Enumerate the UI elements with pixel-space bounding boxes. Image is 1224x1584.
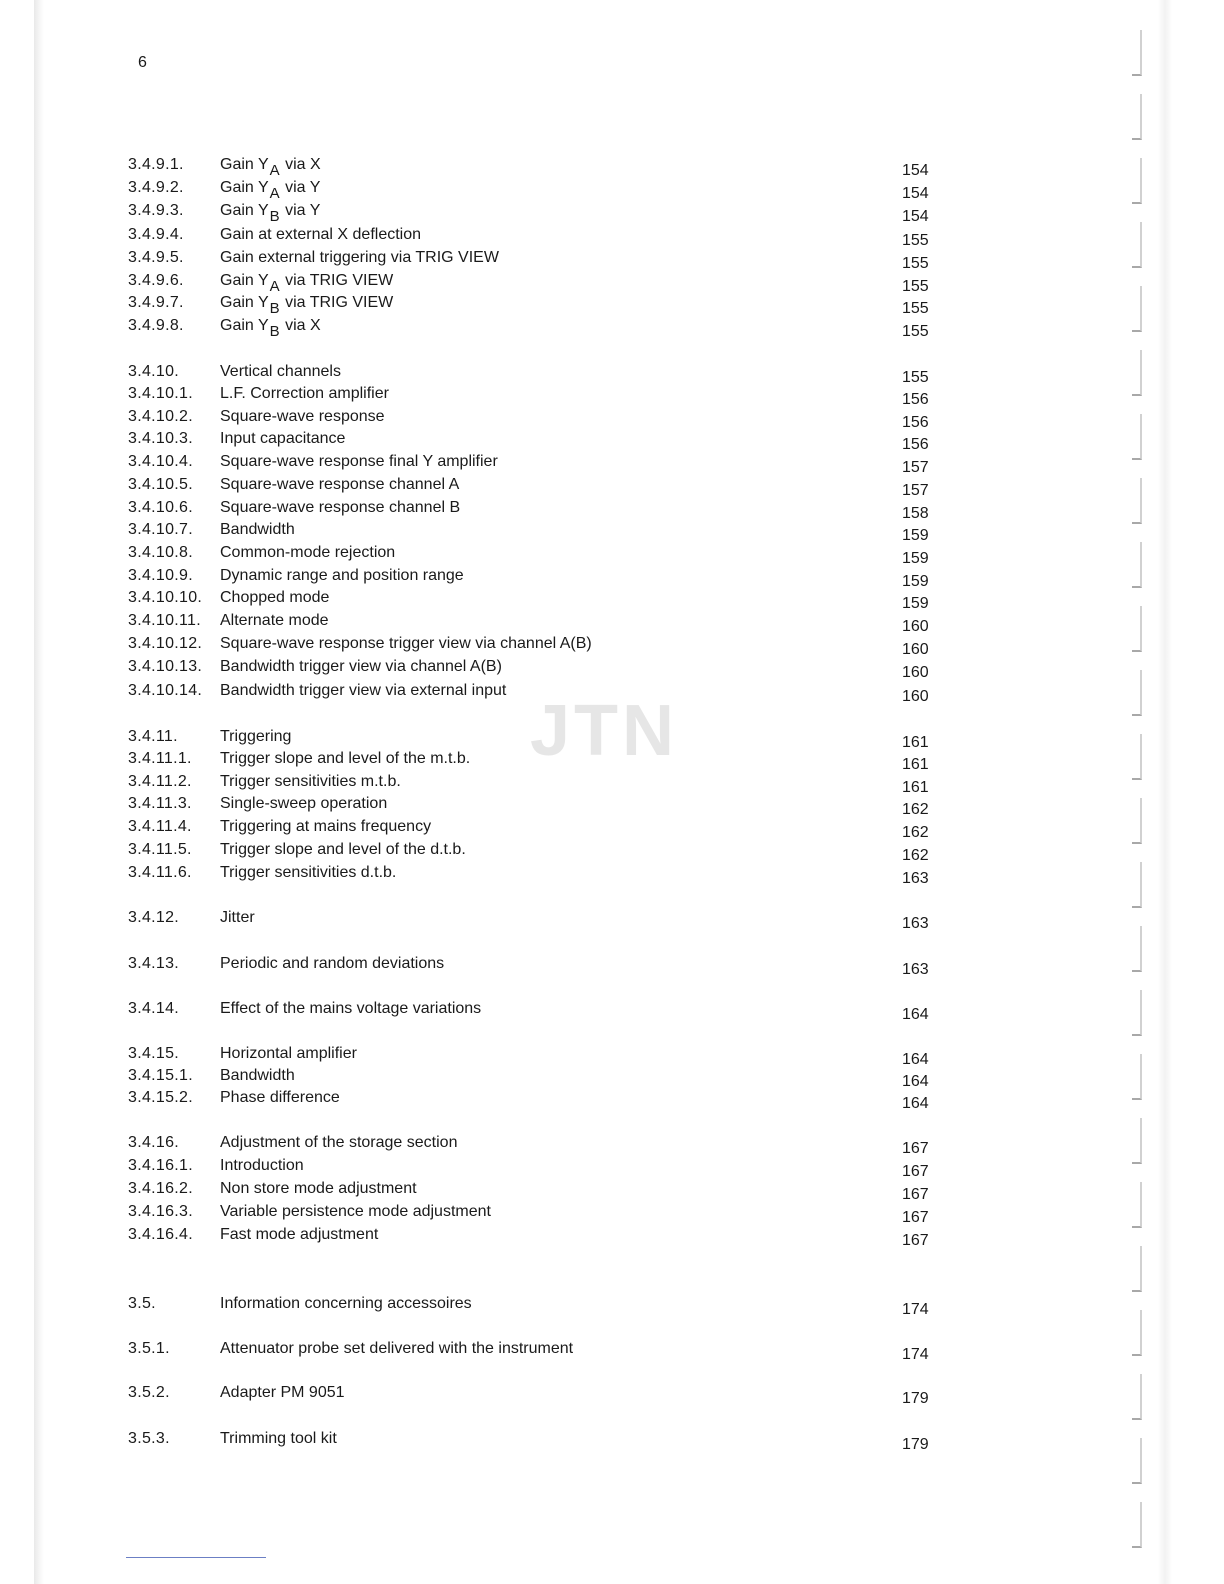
toc-entry	[128, 1224, 948, 1249]
toc-entry-title	[220, 907, 255, 929]
toc-title-subscript: B	[269, 208, 280, 225]
toc-title-text: Alternate mode	[220, 612, 329, 629]
toc-entry-title	[220, 1201, 491, 1223]
toc-entry-number: 3.4.9.1.	[128, 156, 184, 173]
toc-entry-page: 162	[902, 847, 929, 864]
toc-entry-page: 154	[902, 162, 929, 179]
toc-title-text: Phase difference	[220, 1089, 340, 1106]
toc-entry-page: 163	[902, 870, 929, 887]
toc-title-text: Periodic and random deviations	[220, 955, 445, 972]
toc-title-text: Common-mode rejection	[220, 544, 396, 561]
toc-title-text: Single-sweep operation	[220, 795, 388, 812]
toc-entry-page: 159	[902, 550, 929, 567]
toc-entry-number: 3.4.10.10.	[128, 589, 203, 606]
toc-title-text: Gain Y	[220, 202, 269, 219]
toc-entry-page: 164	[902, 1006, 929, 1023]
toc-entry-page: 160	[902, 664, 929, 681]
toc-title-text: Effect of the mains voltage variations	[220, 1000, 482, 1017]
toc-entry-title	[220, 474, 459, 496]
toc-entry-page: 161	[902, 756, 929, 773]
toc-entry-number: 3.4.10.3.	[128, 430, 193, 447]
toc-entry-title	[220, 839, 466, 861]
toc-entry-title	[220, 1132, 457, 1154]
toc-title-text: Vertical channels	[220, 363, 341, 380]
toc-title-text: Gain at external X deflection	[220, 226, 422, 243]
toc-title-subscript: B	[269, 300, 280, 317]
toc-entry	[128, 1382, 948, 1407]
toc-entry-page: 159	[902, 595, 929, 612]
toc-entry-title	[220, 1043, 357, 1065]
toc-entry-number: 3.4.10.1.	[128, 385, 193, 402]
toc-title-text: Trigger slope and level of the d.t.b.	[220, 841, 466, 858]
toc-title-text: Trigger slope and level of the m.t.b.	[220, 750, 471, 767]
toc-entry-title	[220, 154, 321, 179]
toc-entry-number: 3.5.	[128, 1295, 156, 1312]
toc-entry-number: 3.4.10.11.	[128, 612, 201, 629]
toc-entry	[128, 451, 948, 476]
toc-entry-title	[220, 177, 321, 202]
toc-entry	[128, 565, 948, 590]
toc-entry-number: 3.5.2.	[128, 1384, 170, 1401]
toc-entry	[128, 771, 948, 796]
toc-title-text: Triggering at mains frequency	[220, 818, 432, 835]
toc-title-subscript: A	[269, 162, 280, 179]
toc-entry-number: 3.4.14.	[128, 1000, 180, 1017]
toc-entry-title	[220, 1428, 337, 1450]
toc-entry-number: 3.4.11.3.	[128, 795, 192, 812]
toc-entry-number: 3.4.15.1.	[128, 1067, 193, 1084]
toc-entry-page: 156	[902, 436, 929, 453]
toc-entry	[128, 361, 948, 386]
toc-title-text: Adapter PM 9051	[220, 1384, 345, 1401]
toc-title-text: Gain Y	[220, 179, 269, 196]
toc-entry-page: 162	[902, 824, 929, 841]
toc-title-suffix: via X	[280, 317, 321, 334]
toc-title-text: Non store mode adjustment	[220, 1180, 417, 1197]
toc-entry-title	[220, 771, 401, 793]
toc-entry-number: 3.4.16.4.	[128, 1226, 193, 1243]
toc-entry-title	[220, 451, 498, 473]
toc-entry-number: 3.4.11.4.	[128, 818, 192, 835]
toc-entry	[128, 1087, 948, 1112]
toc-title-suffix: via TRIG VIEW	[280, 294, 394, 311]
toc-entry	[128, 998, 948, 1023]
toc-entry	[128, 177, 948, 202]
toc-entry	[128, 270, 948, 295]
toc-entry-number: 3.4.10.9.	[128, 567, 193, 584]
toc-entry-page: 155	[902, 323, 929, 340]
toc-entry	[128, 497, 948, 522]
toc-title-text: Bandwidth trigger view via external input	[220, 682, 507, 699]
toc-entry	[128, 1293, 948, 1318]
footnote-rule	[126, 1557, 266, 1558]
toc-title-text: Trimming tool kit	[220, 1430, 337, 1447]
toc-title-text: Adjustment of the storage section	[220, 1134, 458, 1151]
toc-entry-page: 159	[902, 527, 929, 544]
toc-title-text: Square-wave response	[220, 408, 385, 425]
toc-entry-page: 159	[902, 573, 929, 590]
toc-entry-title	[220, 633, 592, 655]
toc-title-text: Fast mode adjustment	[220, 1226, 379, 1243]
toc-entry-number: 3.4.9.6.	[128, 272, 184, 289]
toc-entry-title	[220, 793, 387, 815]
toc-title-text: Attenuator probe set delivered with the instrument	[220, 1340, 574, 1357]
toc-entry-page: 155	[902, 300, 929, 317]
toc-entry-number: 3.4.10.13.	[128, 658, 203, 675]
toc-entry	[128, 1178, 948, 1203]
toc-title-text: Horizontal amplifier	[220, 1045, 357, 1062]
toc-entry-page: 158	[902, 505, 929, 522]
toc-entry-number: 3.4.9.2.	[128, 179, 184, 196]
toc-title-text: Input capacitance	[220, 430, 346, 447]
toc-title-suffix: via X	[280, 156, 321, 173]
toc-title-text: Gain Y	[220, 317, 269, 334]
toc-entry-number: 3.4.10.6.	[128, 499, 193, 516]
toc-entry-title	[220, 1224, 378, 1246]
toc-entry-page: 161	[902, 734, 929, 751]
toc-title-text: Bandwidth trigger view via channel A(B)	[220, 658, 502, 675]
toc-entry	[128, 315, 948, 340]
toc-entry	[128, 1428, 948, 1453]
toc-entry-number: 3.4.10.12.	[128, 635, 203, 652]
toc-entry-page: 164	[902, 1095, 929, 1112]
toc-entry	[128, 953, 948, 978]
toc-entry-page: 155	[902, 278, 929, 295]
toc-entry	[128, 1065, 948, 1090]
toc-entry	[128, 862, 948, 887]
toc-entry-number: 3.4.13.	[128, 955, 180, 972]
toc-entry-title	[220, 726, 291, 748]
toc-entry-title	[220, 542, 395, 564]
toc-entry	[128, 839, 948, 864]
toc-entry	[128, 1043, 948, 1068]
toc-entry-page: 160	[902, 641, 929, 658]
toc-title-text: Gain external triggering via TRIG VIEW	[220, 249, 499, 266]
toc-entry-page: 155	[902, 232, 929, 249]
toc-entry-page: 167	[902, 1163, 929, 1180]
toc-entry-page: 161	[902, 779, 929, 796]
toc-entry-number: 3.4.16.1.	[128, 1157, 193, 1174]
toc-entry-number: 3.4.10.5.	[128, 476, 193, 493]
toc-entry-number: 3.4.10.4.	[128, 453, 193, 470]
toc-entry-title	[220, 361, 341, 383]
toc-entry-title	[220, 200, 321, 225]
toc-title-text: Gain Y	[220, 272, 269, 289]
toc-entry-page: 160	[902, 618, 929, 635]
toc-title-text: Dynamic range and position range	[220, 567, 464, 584]
toc-entry-page: 157	[902, 459, 929, 476]
toc-entry-title	[220, 519, 295, 541]
toc-entry	[128, 1338, 948, 1363]
toc-entry-title	[220, 610, 329, 632]
toc-entry-title	[220, 247, 499, 269]
toc-title-text: Square-wave response channel A	[220, 476, 460, 493]
toc-entry-title	[220, 383, 389, 405]
toc-entry	[128, 406, 948, 431]
toc-entry-page: 167	[902, 1140, 929, 1157]
toc-entry-page: 156	[902, 391, 929, 408]
toc-entry-page: 155	[902, 255, 929, 272]
toc-entry-page: 162	[902, 801, 929, 818]
toc-entry-page: 154	[902, 208, 929, 225]
toc-entry	[128, 154, 948, 179]
toc-entry-number: 3.4.10.14.	[128, 682, 203, 699]
toc-entry-title	[220, 428, 345, 450]
toc-entry-number: 3.4.9.8.	[128, 317, 184, 334]
toc-title-text: Triggering	[220, 728, 292, 745]
toc-entry-page: 174	[902, 1346, 929, 1363]
toc-entry	[128, 587, 948, 612]
toc-entry	[128, 292, 948, 317]
toc-entry-title	[220, 497, 460, 519]
toc-entry-title	[220, 292, 394, 317]
toc-title-text: Gain Y	[220, 156, 269, 173]
toc-entry	[128, 1132, 948, 1157]
toc-entry-title	[220, 1178, 417, 1200]
toc-entry	[128, 542, 948, 567]
toc-entry	[128, 793, 948, 818]
toc-entry-title	[220, 1065, 295, 1087]
toc-entry-number: 3.4.16.	[128, 1134, 180, 1151]
toc-title-suffix: via Y	[280, 179, 321, 196]
toc-entry-number: 3.4.9.4.	[128, 226, 184, 243]
toc-title-text: Variable persistence mode adjustment	[220, 1203, 491, 1220]
toc-entry-page: 163	[902, 915, 929, 932]
toc-entry-title	[220, 953, 444, 975]
watermark: JTN	[530, 691, 679, 771]
toc-title-text: Chopped mode	[220, 589, 330, 606]
toc-entry-title	[220, 315, 321, 340]
toc-entry-page: 167	[902, 1186, 929, 1203]
toc-entry-title	[220, 1382, 345, 1404]
toc-title-text: Square-wave response trigger view via channel A(B)	[220, 635, 592, 652]
toc-entry	[128, 656, 948, 681]
toc-entry-title	[220, 1338, 573, 1360]
toc-entry-title	[220, 1293, 472, 1315]
toc-entry	[128, 726, 948, 751]
toc-entry-number: 3.4.11.5.	[128, 841, 192, 858]
toc-entry	[128, 247, 948, 272]
toc-entry-page: 163	[902, 961, 929, 978]
toc-title-text: Jitter	[220, 909, 255, 926]
toc-title-text: Introduction	[220, 1157, 304, 1174]
toc-entry-page: 167	[902, 1209, 929, 1226]
toc-entry-number: 3.4.10.7.	[128, 521, 193, 538]
toc-title-text: Bandwidth	[220, 521, 295, 538]
toc-entry-title	[220, 270, 394, 295]
toc-entry-number: 3.4.11.	[128, 728, 178, 745]
toc-entry-page: 160	[902, 688, 929, 705]
toc-entry-page: 156	[902, 414, 929, 431]
toc-entry-number: 3.4.10.	[128, 363, 180, 380]
toc-entry-number: 3.4.9.5.	[128, 249, 184, 266]
toc-entry	[128, 519, 948, 544]
toc-entry-number: 3.4.10.8.	[128, 544, 193, 561]
toc-title-text: Square-wave response final Y amplifier	[220, 453, 498, 470]
toc-entry	[128, 200, 948, 225]
toc-entry	[128, 680, 948, 705]
toc-entry-title	[220, 998, 481, 1020]
toc-entry	[128, 1155, 948, 1180]
toc-title-text: Square-wave response channel B	[220, 499, 461, 516]
toc-entry-title	[220, 224, 421, 246]
toc-title-subscript: A	[269, 278, 280, 295]
page-number: 6	[138, 54, 147, 71]
toc-entry	[128, 816, 948, 841]
toc-entry-page: 174	[902, 1301, 929, 1318]
toc-entry-page: 155	[902, 369, 929, 386]
toc-entry-number: 3.4.9.7.	[128, 294, 184, 311]
toc-entry-number: 3.4.12.	[128, 909, 180, 926]
toc-entry-number: 3.4.10.2.	[128, 408, 193, 425]
toc-entry-number: 3.4.9.3.	[128, 202, 184, 219]
toc-entry-title	[220, 406, 385, 428]
toc-entry	[128, 907, 948, 932]
toc-title-text: Information concerning accessoires	[220, 1295, 472, 1312]
toc-title-subscript: A	[269, 185, 280, 202]
toc-entry-number: 3.4.15.2.	[128, 1089, 193, 1106]
toc-entry-page: 164	[902, 1051, 929, 1068]
toc-entry	[128, 474, 948, 499]
toc-entry	[128, 383, 948, 408]
toc-entry-page: 154	[902, 185, 929, 202]
toc-entry-title	[220, 748, 470, 770]
toc-entry	[128, 633, 948, 658]
toc-entry-page: 179	[902, 1436, 929, 1453]
toc-title-text: Bandwidth	[220, 1067, 295, 1084]
toc-entry	[128, 1201, 948, 1226]
toc-entry-page: 167	[902, 1232, 929, 1249]
toc-entry-page: 179	[902, 1390, 929, 1407]
toc-entry-number: 3.4.16.2.	[128, 1180, 193, 1197]
toc-entry-title	[220, 656, 502, 678]
toc-entry	[128, 224, 948, 249]
toc-title-text: L.F. Correction amplifier	[220, 385, 389, 402]
toc-title-suffix: via Y	[280, 202, 321, 219]
toc-title-suffix: via TRIG VIEW	[280, 272, 394, 289]
toc-entry-title	[220, 1087, 340, 1109]
toc-entry-title	[220, 816, 431, 838]
toc-entry-title	[220, 862, 396, 884]
toc-entry-page: 157	[902, 482, 929, 499]
toc-entry-number: 3.4.15.	[128, 1045, 180, 1062]
toc-entry-title	[220, 565, 464, 587]
toc-entry-title	[220, 1155, 304, 1177]
toc-entry-title	[220, 680, 506, 702]
toc-entry-number: 3.4.11.2.	[128, 773, 192, 790]
toc-entry-number: 3.5.1.	[128, 1340, 170, 1357]
toc-title-text: Trigger sensitivities m.t.b.	[220, 773, 401, 790]
toc-entry-number: 3.5.3.	[128, 1430, 170, 1447]
toc-entry	[128, 610, 948, 635]
toc-entry	[128, 748, 948, 773]
toc-entry-page: 164	[902, 1073, 929, 1090]
toc-entry-number: 3.4.11.1.	[128, 750, 192, 767]
toc-title-text: Trigger sensitivities d.t.b.	[220, 864, 397, 881]
toc-title-text: Gain Y	[220, 294, 269, 311]
toc-entry-number: 3.4.11.6.	[128, 864, 192, 881]
toc-entry-title	[220, 587, 329, 609]
toc-title-subscript: B	[269, 323, 280, 340]
toc-entry	[128, 428, 948, 453]
toc-entry-number: 3.4.16.3.	[128, 1203, 193, 1220]
